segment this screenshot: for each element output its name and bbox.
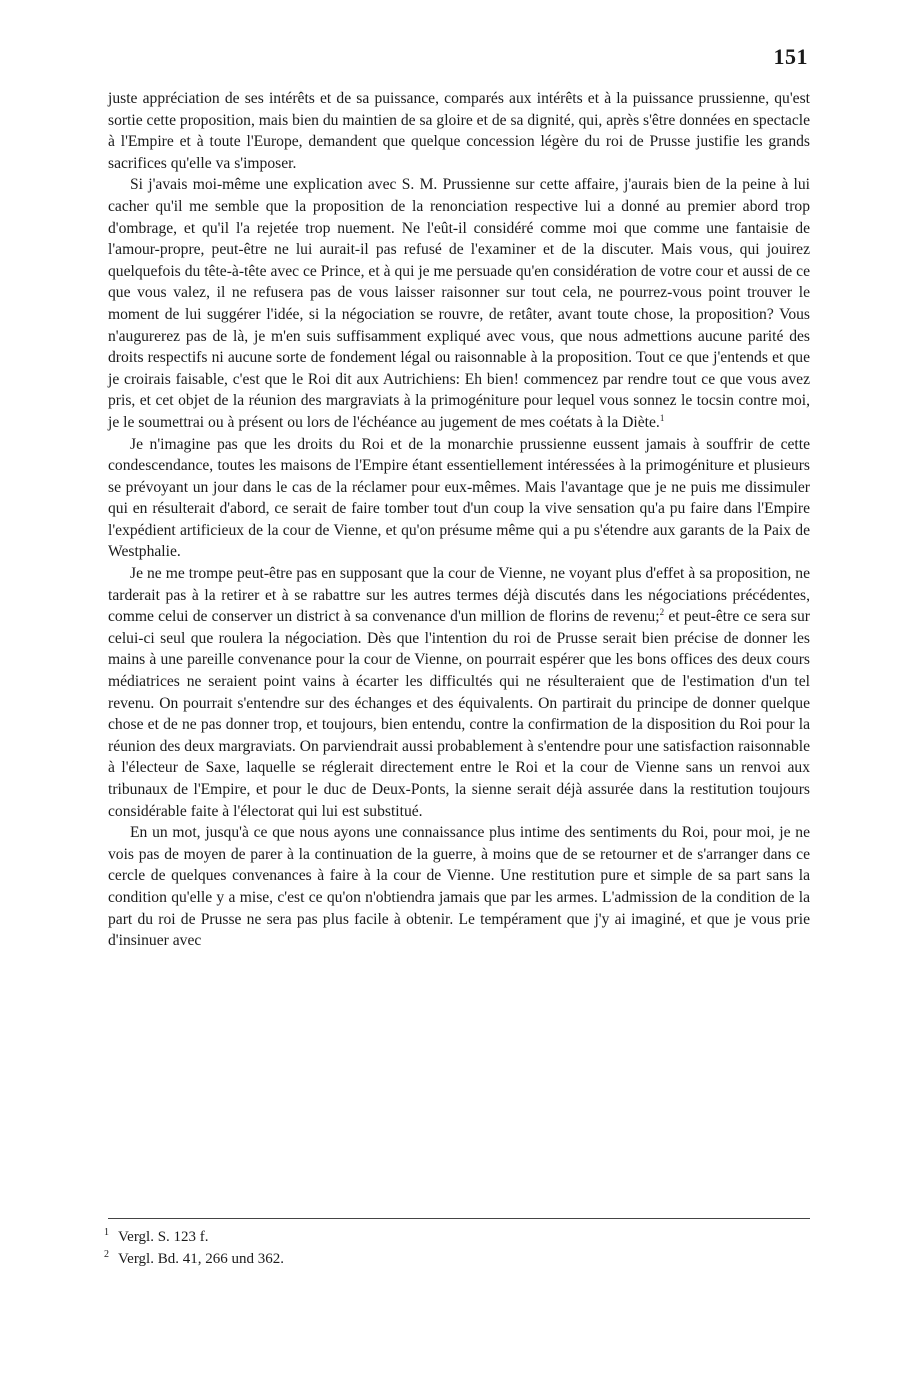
footnote-1-mark: 1 [104, 1227, 109, 1238]
paragraph-3 [108, 434, 810, 564]
footnote-divider [108, 1218, 810, 1219]
paragraph-5-text: En un mot, jusqu'à ce que nous ayons une connaissance plus intime des sentiments du Roi, pour moi, je ne vois pas de moyen de parer à la continuation de la guerre, à moins que de se retourner et de s'arranger dans ce cercle de quelques convenances à faire à la cour de Vienne. Une restitution pure et simple de sa part sans la condition qu'elle y a mise, c'est ce qu'on n'obtiendra jamais que par les armes. L'admission de la condition de la part du roi de Prusse ne sera pas plus facile à obtenir. Le tempérament que j'y ai imaginé, et que je vous prie d'insinuer avec [108, 824, 810, 950]
footnote-ref-2: 2 [659, 607, 665, 618]
footnote-1 [104, 1226, 810, 1248]
paragraph-4 [108, 563, 810, 822]
paragraph-5 [108, 822, 810, 952]
paragraph-4-text-a: Je ne me trompe peut-être pas en supposant que la cour de Vienne, ne voyant plus d'effet à sa proposition, ne tarderait pas à la retirer et à se rabattre sur les autres termes déjà discutés dans les négociations précédentes, comme celui de conserver un district à sa convenance d'un million de florins de revenu; [108, 565, 810, 626]
footnote-2-text: Vergl. Bd. 41, 266 und 362. [118, 1251, 284, 1267]
footnote-ref-1: 1 [659, 412, 665, 423]
footnote-2-mark: 2 [104, 1249, 109, 1260]
paragraph-3-text: Je n'imagine pas que les droits du Roi et de la monarchie prussienne eussent jamais à souffrir de cette condescendance, toutes les maisons de l'Empire étant essentiellement intéressées à la primogéniture et plusieurs se prévoyant un jour dans le cas de la réclamer pour eux-mêmes. Mais l'avantage que je ne puis me dissimuler qui en résulterait d'abord, ce serait de faire tomber tout d'un coup la vive sensation qu'a pu faire dans l'Empire l'expédient artificieux de la cour de Vienne, et qu'on présume même qui a pu s'étendre aux garants de la Paix de Westphalie. [108, 435, 810, 561]
paragraph-4-text-b: et peut-être ce sera sur celui-ci seul que roulera la négociation. Dès que l'intention du roi de Prusse serait bien précise de donner les mains à une pareille convenance pour la cour de Vienne, on pourrait espérer que les bons offices des deux cours médiatrices ne seraient point vains à écarter les difficultés qui ne résulteraient que de l'estimation d'un tel revenu. On pourrait s'entendre sur des échanges et des équivalents. On partirait du principe de donner quelque chose et de ne pas donner trop, et toujours, bien entendu, contre la confirmation de la disposition du Roi pour la réunion des deux margraviats. On parviendrait aussi probablement à s'entendre pour une satisfaction raisonnable à l'électeur de Saxe, laquelle se réglerait directement entre le Roi et la cour de Vienne sans un renvoi aux tribunaux de l'Empire, et pour le duc de Deux-Ponts, la sienne serait déjà assurée dans la restitution toujours considérable faite à l'électorat qui lui est substitué. [108, 608, 810, 820]
paragraph-1 [108, 88, 810, 174]
footnote-1-text: Vergl. S. 123 f. [118, 1229, 209, 1245]
paragraph-1-text: juste appréciation de ses intérêts et de sa puissance, comparés aux intérêts et à la puissance prussienne, qu'est sortie cette proposition, mais bien du maintien de sa gloire et de sa dignité, qui, après s'être données en spectacle à l'Empire et à toute l'Europe, demandent que quelque concession légère du roi de Prusse justifie les grands sacrifices qu'elle va s'imposer. [108, 90, 810, 172]
paragraph-2 [108, 174, 810, 433]
main-text [108, 88, 810, 952]
footnotes [104, 1226, 810, 1270]
page-number: 151 [773, 44, 808, 69]
footnote-2 [104, 1248, 810, 1270]
paragraph-2-text: Si j'avais moi-même une explication avec S. M. Prussienne sur cette affaire, j'aurais bien de la peine à lui cacher qu'il me semble que la proposition de la renonciation respective lui a donné au premier abord trop d'ombrage, et qu'il l'a rejetée trop nuement. Ne l'eût-il considéré comme moi que comme une fantaisie de l'amour-propre, peut-être ne lui aurait-il pas refusé de l'examiner et de la discuter. Mais vous, qui jouirez quelquefois du tête-à-tête avec ce Prince, et à qui je me persuade qu'en considération de votre cour et aussi de ce que vous valez, il ne refusera pas de vous laisser raisonner sur tout cela, ne pourrez-vous point trouver le moment de lui suggérer l'idée, si la négociation se rouvre, de retâter, avant toute chose, la proposition? Vous n'augurerez pas de là, je m'en suis suffisamment expliqué avec vous, que nous admettions aucune parité des droits respectifs ni aucune sorte de fondement légal ou raisonnable à la proposition. Tout ce que j'entends et que je croirais faisable, c'est que le Roi dit aux Autrichiens: Eh bien! commencez par rendre tout ce que vous avez pris, et cet objet de la réunion des margraviats à la primogéniture pour lequel vous sonnez le tocsin contre moi, je le soumettrai ou à présent ou lors de l'échéance au jugement de mes coétats à la Diète. [108, 176, 810, 431]
